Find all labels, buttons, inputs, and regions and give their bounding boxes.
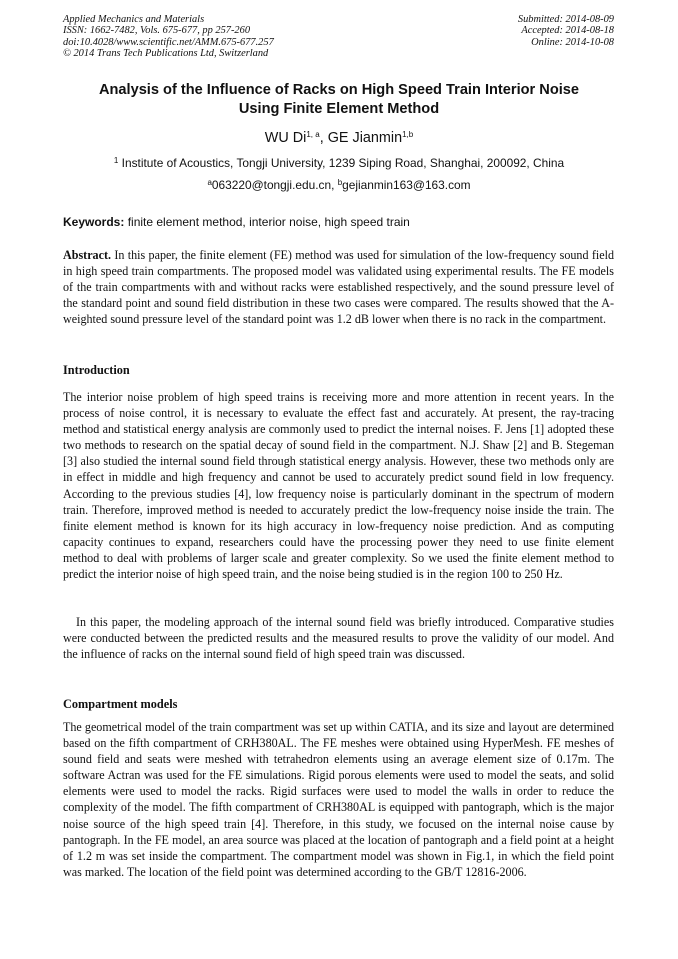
email-a[interactable]: 063220@tongji.edu.cn, — [211, 178, 338, 192]
title-line-2: Using Finite Element Method — [238, 101, 440, 117]
author-separator: , — [319, 130, 328, 146]
keywords — [63, 215, 623, 230]
keywords-label: Keywords: — [63, 215, 125, 229]
author-emails — [40, 178, 638, 193]
header-right — [518, 14, 614, 48]
affiliation-sup: 1 — [113, 156, 119, 165]
author-2-name: GE Jianmin — [327, 130, 403, 146]
accepted-date: Accepted: 2014-08-18 — [521, 25, 614, 37]
email-b-sup: b — [337, 178, 343, 187]
introduction-heading: Introduction — [63, 363, 130, 377]
introduction-paragraph-2: In this paper, the modeling approach of the internal sound field was briefly introduced. Comparative studies were conducted between the predicted results and the measured results to prove the validity of our model. And the influence of racks on the internal sound field of high speed train was discussed. — [63, 615, 614, 662]
paper-title — [40, 81, 638, 119]
compartment-models-heading: Compartment models — [63, 697, 178, 711]
abstract-label: Abstract. — [63, 248, 112, 262]
compartment-models-paragraph-1: The geometrical model of the train compartment was set up within CATIA, and its size and layout are determined based on the fifth compartment of CRH380AL. The FE meshes were obtained using HyperMesh. FE meshes of sound field and seats were meshed with tetrahedron elements using an average element size of 0.17m. The software Actran was used for the FE simulations. Rigid porous elements were used to model the seats, and solid elements were used to model the racks. Rigid surfaces were used to model the walls in order to reduce the complexity of the model. The fifth compartment of CRH380AL is equipped with pantograph, which is the major noise source of the high speed train [4]. Therefore, in this study, we focused on the internal noise cause by pantograph. In the FE model, an area source was placed at the location of pantograph and a field point at a height of 1.2 m was set inside the compartment. The compartment model was shown in Fig.1, in which the field point was marked. The location of the field point was determined according to the GB/T 12816-2006. — [63, 720, 614, 879]
doi-line[interactable]: doi:10.4028/www.scientific.net/AMM.675-677.257 — [63, 36, 274, 48]
introduction-paragraph-1: The interior noise problem of high speed trains is receiving more and more attention in recent years. In the process of noise control, it is necessary to evaluate the effect fast and accurately. At present, the ray-tracing method and statistical energy analysis are commonly used to predict the internal noises. F. Jens [1] adopted these two methods to research on the spatial decay of sound field in the compartment. N.J. Shaw [2] and B. Stegeman [3] also studied the internal sound field through statistical energy analysis. However, these two methods only are in effect in middle and high frequency and cannot be used to accurately predict sound field in low frequency. According to the previous studies [4], low frequency noise is particularly dominant in the spectrum of modern train. Therefore, improved method is needed to accurately predict the low-frequency noise inside the train. The finite element method is known for its high accuracy in low-frequency noise prediction. And as computing capacity continues to expand, researchers could have the processing power they need to use finite element method to deal with problems of larger scale and greater complexity. So we used the finite element method to predict the interior noise of high speed train, and the noise being studied is in the region 100 to 250 Hz. — [63, 390, 614, 582]
issn-line: ISSN: 1662-7482, Vols. 675-677, pp 257-260 — [63, 25, 251, 37]
affiliation — [40, 156, 638, 171]
email-b[interactable]: gejianmin163@163.com — [342, 178, 471, 192]
submitted-date: Submitted: 2014-08-09 — [517, 14, 614, 25]
author-list — [40, 129, 638, 147]
online-date: Online: 2014-10-08 — [531, 36, 614, 48]
abstract-text: In this paper, the finite element (FE) method was used for simulation of the low-frequency sound field in high speed train compartments. The proposed model was validated using experimental results. The FE models of the train compartments with and without racks were established respectively, and the sound pressure level of the standard point and sound field distribution in these two cases were compared. The results showed that the A-weighted sound pressure level of the standard point was 1.2 dB lower when there is no rack in the compartment. — [63, 248, 614, 327]
title-line-1: Analysis of the Influence of Racks on High Speed Train Interior Noise — [98, 82, 580, 98]
author-1-sup: 1, a — [306, 130, 320, 139]
email-a-sup: a — [207, 178, 212, 187]
copyright-line: © 2014 Trans Tech Publications Ltd, Switzerland — [63, 48, 269, 60]
affiliation-text: Institute of Acoustics, Tongji University, 1239 Siping Road, Shanghai, 200092, China — [118, 156, 565, 170]
keywords-text: finite element method, interior noise, high speed train — [124, 215, 410, 229]
author-2-sup: 1,b — [402, 130, 414, 139]
abstract — [63, 247, 614, 327]
journal-name: Applied Mechanics and Materials — [63, 14, 205, 25]
author-1-name: WU Di — [264, 130, 307, 146]
header-left — [63, 14, 274, 60]
